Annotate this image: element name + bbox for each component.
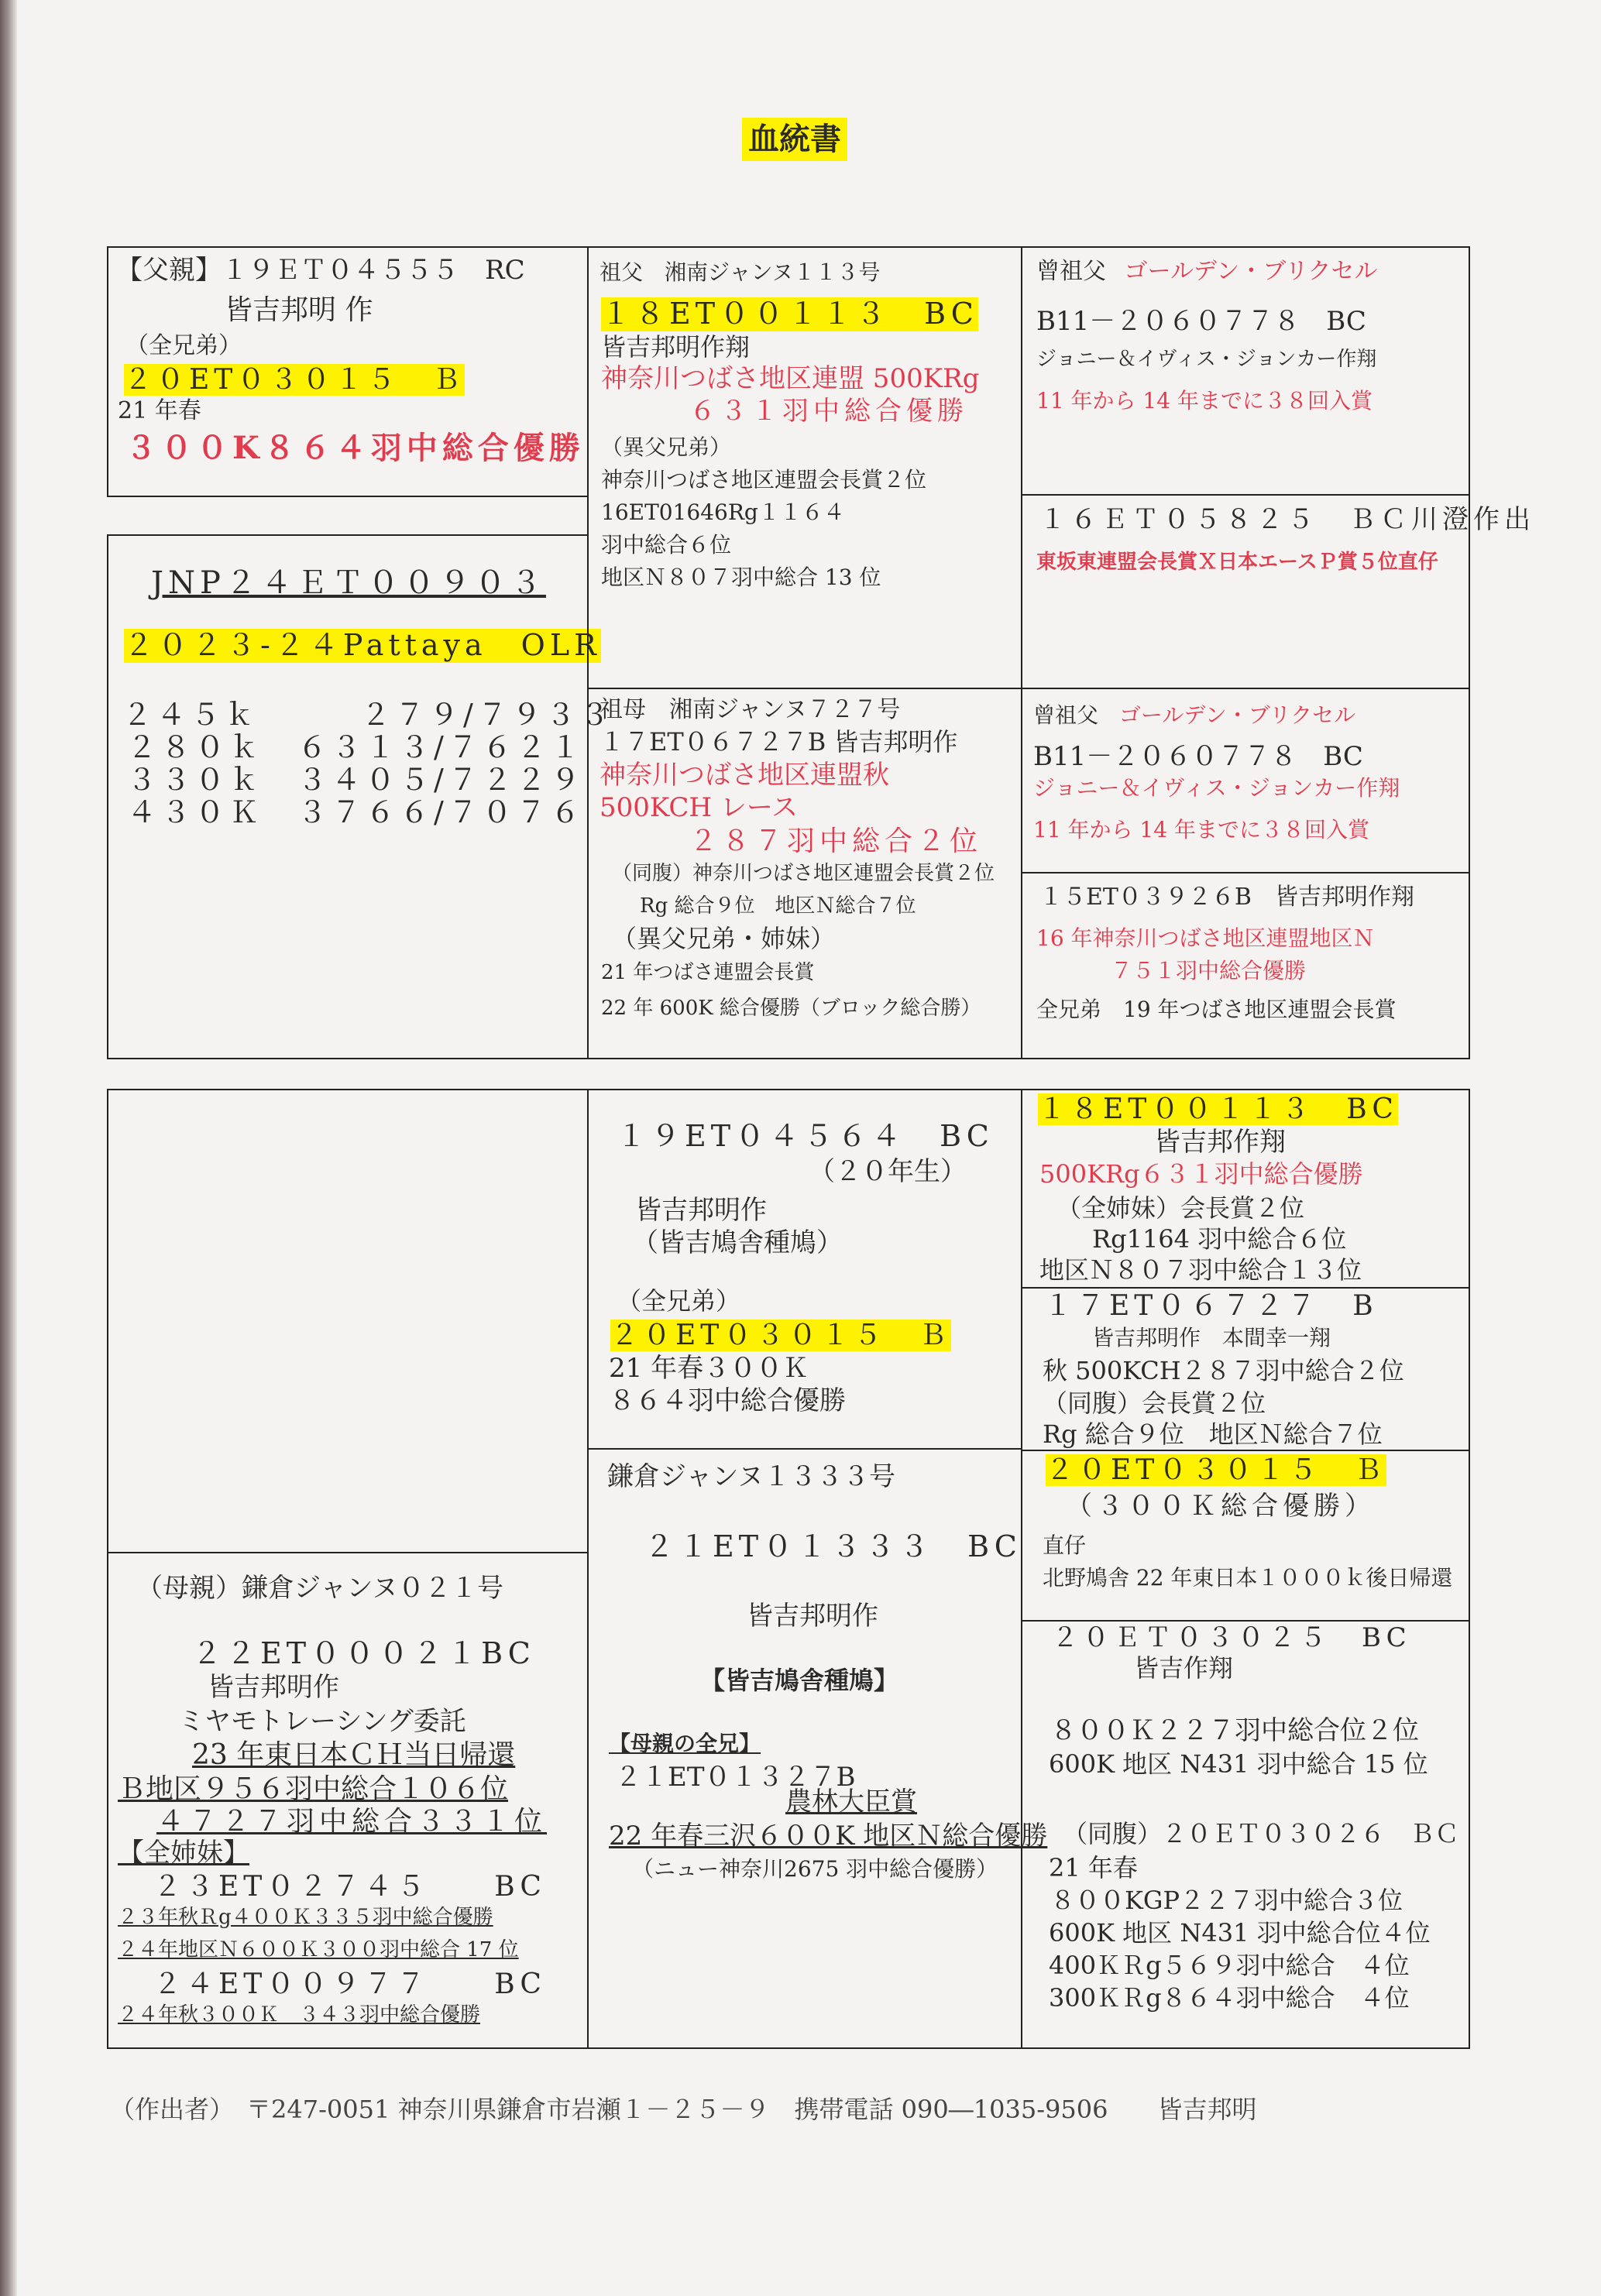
great-granddam-4-breeder: 皆吉作翔 [1134,1653,1234,1683]
dam-dam-name: 鎌倉ジャンヌ１３３３号 [607,1461,895,1492]
sire-dam-win-1: 神奈川つばさ地区連盟秋 [600,760,889,791]
dam-sire-loft: （皆吉鳩舎種鳩） [632,1227,843,1258]
great-granddam-1-box [1021,494,1535,689]
sire-dam-sib-5: 22 年 600K 総合優勝（ブロック総合勝） [601,997,981,1020]
dam-dam-sib-ring: ２１ET０１３２７B [615,1762,856,1793]
great-grandsire-4-child-win: 北野鳩舎 22 年東日本１０００ｋ後日帰還 [1043,1565,1453,1591]
sire-dam-win-2: 500KCH レース [600,792,799,823]
bird-box [107,534,614,1059]
document-title: 血統書 [742,118,847,161]
bird-result-2: ２８０ｋ ６３１３/７６２１ [127,730,585,764]
sire-sibling-label: （全兄弟） [125,332,242,359]
bird-result-3: ３３０ｋ ３４０５/７２２９ [127,763,585,797]
sire-sire-name: 祖父 湘南ジャンヌ１１３号 [600,259,881,285]
breeder-footer: （作出者） 〒247-0051 神奈川県鎌倉市岩瀬１－２５－９ 携帯電話 090―1035-9506 皆吉邦明 [110,2095,1257,2124]
great-granddam-3-sib-1: （同腹）会長賞２位 [1043,1388,1266,1418]
dam-dam-sib-label: 【母親の全兄】 [609,1731,761,1756]
sire-dam-ring: １７ET０６７２７B 皆吉邦明作 [600,727,958,757]
great-grandsire-1-name: 曾祖父 [1036,258,1106,285]
great-granddam-3-box [1021,1287,1470,1451]
sire-sire-win-2: ６３１羽中総合優勝 [689,396,968,427]
sire-box [107,246,589,497]
dam-ring: ２２ET０００２１BC [192,1636,535,1670]
sire-breeder: 皆吉邦明 作 [225,294,373,326]
dam-label: （母親）鎌倉ジャンヌ０２１号 [136,1573,503,1604]
dam-sire-year: （２０年生） [809,1156,967,1187]
sire-sibling-ring: ２０ET０３０１５ Ｂ [124,364,466,396]
sire-sire-sib-label: （異父兄弟） [601,434,732,460]
great-granddam-3-breeder: 皆吉邦明作 本間幸一翔 [1092,1325,1331,1350]
great-granddam-1-ring: １６ＥＴ０５８２５ ＢＣ川澄作出 [1039,504,1535,535]
sire-dam-box [587,688,1022,1059]
dam-dam-sib-win: 22 年春三沢６００K 地区Ｎ総合優勝 [609,1821,1048,1852]
great-grandsire-3-ring: １８ET００１１３ BC [1038,1093,1398,1125]
dam-dam-sib-award: 農林大臣賞 [785,1786,917,1817]
great-granddam-2-box [1021,872,1470,1059]
great-granddam-4-sib-ring: （同腹）２０ＥＴ０３０２６ ＢＣ [1063,1819,1460,1848]
sire-dam-sib-4: 21 年つばさ連盟会長賞 [601,961,815,984]
dam-line-4: ４７２７羽中総合３３１位 [156,1806,548,1838]
sire-sire-sib-2: 16ET01646Rg１１６４ [601,499,845,525]
sire-sire-sib-1: 神奈川つばさ地区連盟会長賞２位 [601,467,927,492]
great-grandsire-2-label [1033,703,1355,728]
great-granddam-3-sib-2: Rg 総合９位 地区Ｎ総合７位 [1043,1419,1383,1449]
great-granddam-4-box [1021,1620,1470,2049]
great-grandsire-3-sis-2: Rg1164 羽中総合６位 [1092,1224,1347,1254]
great-granddam-2-sib: 全兄弟 19 年つばさ地区連盟会長賞 [1036,997,1397,1022]
sire-sire-breeder: 皆吉邦明作翔 [601,332,751,362]
dam-box [107,1552,589,2049]
great-grandsire-2-breeder: ジョニー＆イヴィス・ジョンカー作翔 [1033,775,1400,801]
great-granddam-3-win: 秋 500KCH２８７羽中総合２位 [1043,1356,1404,1385]
dam-sire-sib-ring: ２０ET０３０１５ Ｂ [610,1320,952,1351]
sire-sire-ring: １８ET００１１３ BC [601,297,978,331]
bird-result-1: ２４５ｋ ２７９/７９３３ [122,698,614,732]
great-grandsire-4-win: （３００Ｋ総合優勝） [1066,1491,1376,1522]
great-grandsire-1-label [1036,259,1378,286]
great-grandsire-3-breeder: 皆吉邦作翔 [1154,1127,1286,1158]
great-grandsire-2-ring: B11－２０６０７７８ BC [1033,741,1363,772]
dam-dam-box [587,1448,1048,2049]
great-grandsire-2-name: 曾祖父 [1033,702,1099,728]
sire-dam-sib-3: （異父兄弟・姉妹） [612,924,836,953]
great-granddam-4-sib-1: ８００KGP２２７羽中総合３位 [1050,1886,1403,1915]
great-grandsire-2-win: 11 年から 14 年までに３８回入賞 [1033,817,1369,843]
dam-dam-sib-note: （ニュー神奈川2675 羽中総合優勝） [632,1856,998,1882]
great-grandsire-1-breeder: ジョニー＆イヴィス・ジョンカー作翔 [1036,348,1377,371]
sire-dam-name: 祖母 湘南ジャンヌ７２７号 [600,696,901,723]
dam-line-2: 23 年東日本ＣＨ当日帰還 [192,1739,516,1771]
dam-sire-box [587,1089,1022,1450]
dam-sis-win-2: ２４年地区Ｎ６００Ｋ３００羽中総合 17 位 [118,1938,519,1961]
great-granddam-4-sib-3: 400ＫＲg５６９羽中総合 ４位 [1049,1951,1410,1980]
great-grandsire-1-ring: B11－２０６０７７８ BC [1036,306,1366,337]
dam-line-1: ミヤモトレーシング委託 [178,1706,466,1737]
bird-ring: JNP２４ＥＴ００９０３ [151,565,546,601]
great-grandsire-1-box [1021,246,1470,496]
great-grandsire-1-name-red: ゴールデン・ブリクセル [1124,258,1378,285]
dam-dam-ring: ２１ET０１３３３ BC [644,1529,1022,1563]
dam-sis2-ring: ２４ET００９７７ BC [153,1968,546,2000]
sire-sire-win-1: 神奈川つばさ地区連盟 500KRg [601,363,980,394]
sire-sire-box [587,246,1022,689]
great-granddam-2-win-1: 16 年神奈川つばさ地区連盟地区Ｎ [1036,925,1375,951]
dam-dam-loft: 【皆吉鳩舎種鳩】 [700,1666,899,1695]
dam-sire-sib-label: （全兄弟） [617,1286,741,1316]
dam-sire-sib-win-1: 21 年春３００Ｋ [609,1353,809,1384]
sire-sire-sib-4: 地区Ｎ８０７羽中総合 13 位 [601,565,881,590]
dam-sire-breeder: 皆吉邦明作 [635,1195,767,1226]
dam-breeder: 皆吉邦明作 [208,1672,339,1703]
dam-sire-ring: １９ET０４５６４ BC [617,1119,994,1153]
dam-line-3: Ｂ地区９５６羽中総合１０６位 [118,1773,509,1805]
dam-sis-win-1: ２３年秋Ｒg４００Ｋ３３５羽中総合優勝 [118,1906,493,1929]
sire-sire-sib-3: 羽中総合６位 [601,532,732,558]
great-granddam-2-ring: １５ET０３９２６B 皆吉邦明作翔 [1039,884,1414,911]
great-granddam-4-sib-season: 21 年春 [1049,1853,1138,1882]
sire-dam-sib-1: （同腹）神奈川つばさ地区連盟会長賞２位 [612,862,995,885]
page-edge-shadow [0,0,17,2296]
great-granddam-4-sib-4: 300ＫＲg８６４羽中総合 ４位 [1049,1983,1410,2013]
sire-dam-sib-2: Rg 総合９位 地区Ｎ総合７位 [640,894,916,918]
great-granddam-4-win-2: 600K 地区 N431 羽中総合 15 位 [1049,1749,1428,1779]
great-grandsire-4-ring: ２０ET０３０１５ Ｂ [1046,1454,1387,1486]
bird-result-4: ４３０Ｋ ３７６６/７０７６ [127,795,585,829]
great-granddam-4-ring: ２０ＥＴ０３０２５ BC [1052,1622,1411,1653]
great-granddam-4-win-1: ８００Ｋ２２７羽中総合位２位 [1050,1715,1419,1746]
great-grandsire-3-sis-1: （全姉妹）会長賞２位 [1056,1193,1305,1223]
dam-dam-breeder: 皆吉邦明作 [747,1601,878,1632]
sire-sibling-win: ３００K８６４羽中総合優勝 [125,430,585,466]
great-grandsire-4-child: 直仔 [1043,1532,1087,1558]
great-grandsire-3-sis-3: 地区Ｎ８０７羽中総合１３位 [1039,1255,1362,1285]
dam-sis-label: 【全姉妹】 [118,1838,249,1869]
dam-sire-sib-win-2: ８６４羽中総合優勝 [609,1385,846,1416]
bird-race: ２０２３-２４Pattaya OLR [124,628,601,662]
great-grandsire-2-name-red: ゴールデン・ブリクセル [1118,702,1356,728]
great-grandsire-1-win: 11 年から 14 年までに３８回入賞 [1036,388,1373,414]
sire-sibling-season: 21 年春 [118,397,201,424]
sire-label: 【父親】１９ＥＴ０４５５５ RC [116,255,525,286]
great-granddam-3-ring: １７ET０６７２７ B [1044,1290,1378,1322]
sire-dam-win-3: ２８７羽中総合２位 [689,825,983,857]
great-grandsire-3-win: 500KRg６３１羽中総合優勝 [1039,1159,1363,1189]
great-grandsire-2-box [1021,688,1470,873]
great-grandsire-3-box [1021,1089,1470,1289]
great-granddam-4-sib-2: 600K 地区 N431 羽中総合位４位 [1049,1918,1431,1948]
dam-sis2-win: ２４年秋３００Ｋ ３４３羽中総合優勝 [118,2003,481,2027]
great-granddam-1-win: 東坂東連盟会長賞Ｘ日本エースＰ賞５位直仔 [1036,551,1438,574]
great-grandsire-4-box [1021,1450,1470,1622]
dam-sis-ring: ２３ET０２７４５ BC [153,1871,546,1903]
great-granddam-2-win-2: ７５１羽中総合優勝 [1111,958,1307,983]
